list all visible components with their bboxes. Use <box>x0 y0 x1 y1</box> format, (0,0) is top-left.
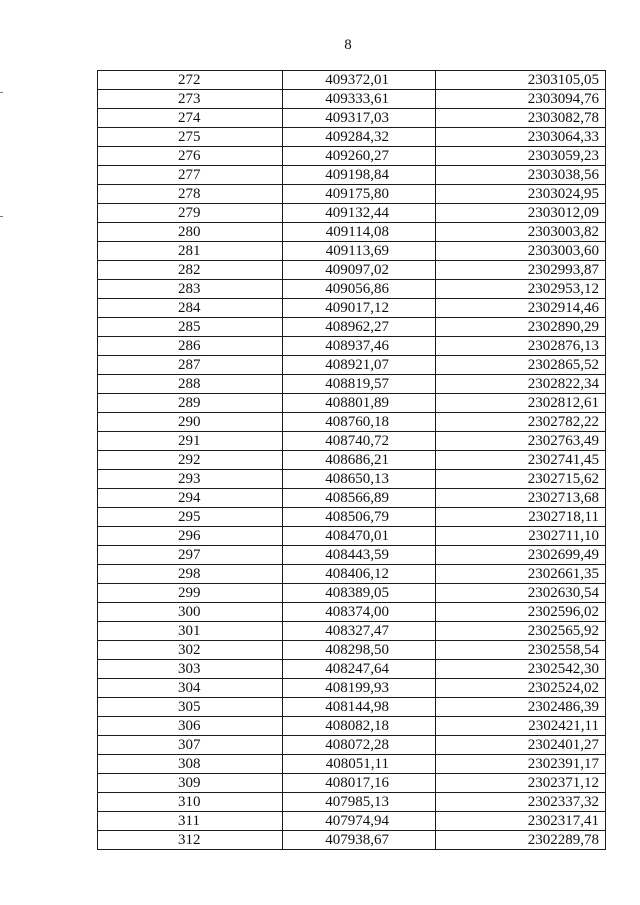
x-coordinate-cell: 408819,57 <box>283 375 436 394</box>
x-coordinate-cell: 408921,07 <box>283 356 436 375</box>
table-row <box>98 109 606 128</box>
x-coordinate-cell: 408374,00 <box>283 603 436 622</box>
y-coordinate-cell: 2302596,02 <box>436 603 606 622</box>
x-coordinate-cell: 409175,80 <box>283 185 436 204</box>
x-coordinate-cell: 408740,72 <box>283 432 436 451</box>
x-coordinate-cell: 409284,32 <box>283 128 436 147</box>
y-coordinate-cell: 2302391,17 <box>436 755 606 774</box>
y-coordinate-cell: 2302782,22 <box>436 413 606 432</box>
x-coordinate-cell: 408962,27 <box>283 318 436 337</box>
table-row <box>98 90 606 109</box>
table-row <box>98 831 606 850</box>
x-coordinate-cell: 408686,21 <box>283 451 436 470</box>
table-row <box>98 356 606 375</box>
y-coordinate-cell: 2302715,62 <box>436 470 606 489</box>
table-row <box>98 660 606 679</box>
point-number-cell: 285 <box>98 318 283 337</box>
y-coordinate-cell: 2302542,30 <box>436 660 606 679</box>
point-number-cell: 273 <box>98 90 283 109</box>
point-number-cell: 272 <box>98 71 283 90</box>
x-coordinate-cell: 408082,18 <box>283 717 436 736</box>
x-coordinate-cell: 408017,16 <box>283 774 436 793</box>
point-number-cell: 275 <box>98 128 283 147</box>
x-coordinate-cell: 408937,46 <box>283 337 436 356</box>
y-coordinate-cell: 2303024,95 <box>436 185 606 204</box>
y-coordinate-cell: 2303012,09 <box>436 204 606 223</box>
table-row <box>98 375 606 394</box>
y-coordinate-cell: 2302699,49 <box>436 546 606 565</box>
y-coordinate-cell: 2302890,29 <box>436 318 606 337</box>
x-coordinate-cell: 409333,61 <box>283 90 436 109</box>
table-row <box>98 394 606 413</box>
y-coordinate-cell: 2302914,46 <box>436 299 606 318</box>
point-number-cell: 303 <box>98 660 283 679</box>
x-coordinate-cell: 408051,11 <box>283 755 436 774</box>
point-number-cell: 297 <box>98 546 283 565</box>
table-row <box>98 128 606 147</box>
x-coordinate-cell: 409113,69 <box>283 242 436 261</box>
y-coordinate-cell: 2302711,10 <box>436 527 606 546</box>
y-coordinate-cell: 2302558,54 <box>436 641 606 660</box>
point-number-cell: 288 <box>98 375 283 394</box>
y-coordinate-cell: 2303094,76 <box>436 90 606 109</box>
point-number-cell: 306 <box>98 717 283 736</box>
point-number-cell: 310 <box>98 793 283 812</box>
table-row <box>98 280 606 299</box>
y-coordinate-cell: 2303059,23 <box>436 147 606 166</box>
point-number-cell: 304 <box>98 679 283 698</box>
table-row <box>98 147 606 166</box>
point-number-cell: 287 <box>98 356 283 375</box>
y-coordinate-cell: 2302718,11 <box>436 508 606 527</box>
table-row <box>98 489 606 508</box>
table-row <box>98 166 606 185</box>
table-row <box>98 71 606 90</box>
point-number-cell: 301 <box>98 622 283 641</box>
y-coordinate-cell: 2302524,02 <box>436 679 606 698</box>
point-number-cell: 286 <box>98 337 283 356</box>
point-number-cell: 274 <box>98 109 283 128</box>
x-coordinate-cell: 408199,93 <box>283 679 436 698</box>
y-coordinate-cell: 2302822,34 <box>436 375 606 394</box>
point-number-cell: 290 <box>98 413 283 432</box>
point-number-cell: 302 <box>98 641 283 660</box>
y-coordinate-cell: 2303082,78 <box>436 109 606 128</box>
y-coordinate-cell: 2302876,13 <box>436 337 606 356</box>
table-row <box>98 470 606 489</box>
x-coordinate-cell: 408650,13 <box>283 470 436 489</box>
y-coordinate-cell: 2302337,32 <box>436 793 606 812</box>
table-row <box>98 717 606 736</box>
point-number-cell: 305 <box>98 698 283 717</box>
x-coordinate-cell: 408247,64 <box>283 660 436 679</box>
point-number-cell: 283 <box>98 280 283 299</box>
x-coordinate-cell: 408443,59 <box>283 546 436 565</box>
table-row <box>98 774 606 793</box>
y-coordinate-cell: 2302371,12 <box>436 774 606 793</box>
y-coordinate-cell: 2302486,39 <box>436 698 606 717</box>
y-coordinate-cell: 2303038,56 <box>436 166 606 185</box>
table-row <box>98 508 606 527</box>
point-number-cell: 308 <box>98 755 283 774</box>
x-coordinate-cell: 408801,89 <box>283 394 436 413</box>
coordinates-table-body <box>98 71 606 850</box>
table-row <box>98 318 606 337</box>
y-coordinate-cell: 2302953,12 <box>436 280 606 299</box>
point-number-cell: 281 <box>98 242 283 261</box>
x-coordinate-cell: 409260,27 <box>283 147 436 166</box>
x-coordinate-cell: 407938,67 <box>283 831 436 850</box>
table-row <box>98 793 606 812</box>
x-coordinate-cell: 408144,98 <box>283 698 436 717</box>
table-row <box>98 242 606 261</box>
x-coordinate-cell: 408327,47 <box>283 622 436 641</box>
point-number-cell: 276 <box>98 147 283 166</box>
point-number-cell: 282 <box>98 261 283 280</box>
table-row <box>98 337 606 356</box>
x-coordinate-cell: 409372,01 <box>283 71 436 90</box>
x-coordinate-cell: 409097,02 <box>283 261 436 280</box>
y-coordinate-cell: 2302661,35 <box>436 565 606 584</box>
table-row <box>98 432 606 451</box>
point-number-cell: 299 <box>98 584 283 603</box>
x-coordinate-cell: 408470,01 <box>283 527 436 546</box>
table-row <box>98 641 606 660</box>
x-coordinate-cell: 407974,94 <box>283 812 436 831</box>
table-row <box>98 204 606 223</box>
scan-edge-mark <box>0 216 3 217</box>
y-coordinate-cell: 2302713,68 <box>436 489 606 508</box>
x-coordinate-cell: 408072,28 <box>283 736 436 755</box>
point-number-cell: 289 <box>98 394 283 413</box>
y-coordinate-cell: 2302565,92 <box>436 622 606 641</box>
point-number-cell: 309 <box>98 774 283 793</box>
point-number-cell: 294 <box>98 489 283 508</box>
x-coordinate-cell: 408298,50 <box>283 641 436 660</box>
point-number-cell: 292 <box>98 451 283 470</box>
x-coordinate-cell: 409317,03 <box>283 109 436 128</box>
page-number: 8 <box>344 37 352 53</box>
point-number-cell: 280 <box>98 223 283 242</box>
y-coordinate-cell: 2303003,82 <box>436 223 606 242</box>
x-coordinate-cell: 408406,12 <box>283 565 436 584</box>
table-row <box>98 413 606 432</box>
y-coordinate-cell: 2302865,52 <box>436 356 606 375</box>
point-number-cell: 296 <box>98 527 283 546</box>
table-row <box>98 527 606 546</box>
point-number-cell: 291 <box>98 432 283 451</box>
x-coordinate-cell: 409198,84 <box>283 166 436 185</box>
point-number-cell: 307 <box>98 736 283 755</box>
table-row <box>98 261 606 280</box>
x-coordinate-cell: 409114,08 <box>283 223 436 242</box>
x-coordinate-cell: 409132,44 <box>283 204 436 223</box>
table-row <box>98 223 606 242</box>
point-number-cell: 284 <box>98 299 283 318</box>
table-row <box>98 812 606 831</box>
y-coordinate-cell: 2302317,41 <box>436 812 606 831</box>
y-coordinate-cell: 2302421,11 <box>436 717 606 736</box>
x-coordinate-cell: 407985,13 <box>283 793 436 812</box>
point-number-cell: 295 <box>98 508 283 527</box>
x-coordinate-cell: 408566,89 <box>283 489 436 508</box>
table-row <box>98 679 606 698</box>
y-coordinate-cell: 2302993,87 <box>436 261 606 280</box>
point-number-cell: 300 <box>98 603 283 622</box>
coordinates-table <box>97 70 606 850</box>
x-coordinate-cell: 409017,12 <box>283 299 436 318</box>
y-coordinate-cell: 2302630,54 <box>436 584 606 603</box>
y-coordinate-cell: 2302289,78 <box>436 831 606 850</box>
table-row <box>98 622 606 641</box>
scan-edge-mark <box>0 92 3 93</box>
table-row <box>98 698 606 717</box>
table-row <box>98 565 606 584</box>
y-coordinate-cell: 2302812,61 <box>436 394 606 413</box>
point-number-cell: 311 <box>98 812 283 831</box>
x-coordinate-cell: 409056,86 <box>283 280 436 299</box>
y-coordinate-cell: 2303105,05 <box>436 71 606 90</box>
point-number-cell: 277 <box>98 166 283 185</box>
point-number-cell: 293 <box>98 470 283 489</box>
point-number-cell: 312 <box>98 831 283 850</box>
x-coordinate-cell: 408760,18 <box>283 413 436 432</box>
y-coordinate-cell: 2302741,45 <box>436 451 606 470</box>
point-number-cell: 298 <box>98 565 283 584</box>
table-row <box>98 603 606 622</box>
x-coordinate-cell: 408506,79 <box>283 508 436 527</box>
y-coordinate-cell: 2302401,27 <box>436 736 606 755</box>
y-coordinate-cell: 2302763,49 <box>436 432 606 451</box>
y-coordinate-cell: 2303003,60 <box>436 242 606 261</box>
y-coordinate-cell: 2303064,33 <box>436 128 606 147</box>
table-row <box>98 736 606 755</box>
table-row <box>98 584 606 603</box>
point-number-cell: 279 <box>98 204 283 223</box>
x-coordinate-cell: 408389,05 <box>283 584 436 603</box>
table-row <box>98 299 606 318</box>
table-row <box>98 546 606 565</box>
point-number-cell: 278 <box>98 185 283 204</box>
table-row <box>98 185 606 204</box>
table-row <box>98 451 606 470</box>
table-row <box>98 755 606 774</box>
